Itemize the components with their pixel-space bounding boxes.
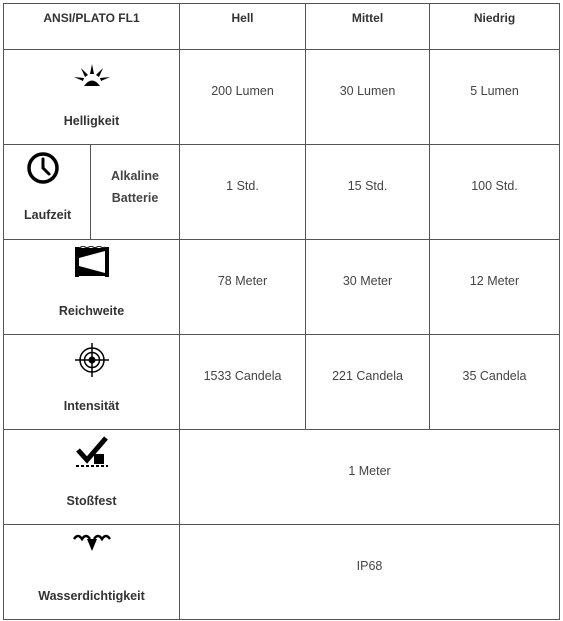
brightness-low: 5 Lumen <box>430 50 560 145</box>
waterproof-label-cell <box>4 525 180 620</box>
intensity-row <box>4 335 560 430</box>
runtime-mid: 15 Std. <box>306 145 430 240</box>
header-model: ANSI/PLATO FL1 <box>4 4 180 50</box>
spec-table <box>3 3 560 620</box>
brightness-row <box>4 50 560 145</box>
range-label-cell <box>4 240 180 335</box>
header-mid: Mittel <box>306 4 430 50</box>
runtime-low: 100 Std. <box>430 145 560 240</box>
range-label: Reichweite <box>58 304 125 318</box>
clock-icon <box>26 151 60 185</box>
impact-row <box>4 430 560 525</box>
impact-label: Stoßfest <box>66 494 117 508</box>
runtime-high: 1 Std. <box>180 145 306 240</box>
brightness-label-cell <box>4 50 180 145</box>
header-high: Hell <box>180 4 306 50</box>
brightness-mid: 30 Lumen <box>306 50 430 145</box>
impact-label-cell <box>4 430 180 525</box>
header-low: Niedrig <box>430 4 560 50</box>
target-icon <box>75 343 109 377</box>
waterproof-value: IP68 <box>180 525 560 620</box>
sunburst-icon <box>72 62 112 88</box>
intensity-low: 35 Candela <box>430 335 560 430</box>
runtime-label-cell <box>4 145 91 240</box>
range-low: 12 Meter <box>430 240 560 335</box>
intensity-label: Intensität <box>63 399 120 413</box>
range-mid: 30 Meter <box>306 240 430 335</box>
battery-line-1: Alkaline <box>111 169 159 183</box>
intensity-label-cell <box>4 335 180 430</box>
header-row <box>4 4 560 50</box>
beam-distance-icon <box>74 246 110 278</box>
brightness-label: Helligkeit <box>63 114 120 128</box>
battery-line-2: Batterie <box>111 191 159 205</box>
impact-check-icon <box>74 436 110 468</box>
battery-type-cell <box>91 145 180 240</box>
range-high: 78 Meter <box>180 240 306 335</box>
waterproof-label: Wasserdichtigkeit <box>38 589 145 603</box>
range-row <box>4 240 560 335</box>
water-drop-icon <box>72 531 112 553</box>
runtime-row <box>4 145 560 240</box>
brightness-high: 200 Lumen <box>180 50 306 145</box>
intensity-mid: 221 Candela <box>306 335 430 430</box>
intensity-high: 1533 Candela <box>180 335 306 430</box>
waterproof-row <box>4 525 560 620</box>
impact-value: 1 Meter <box>180 430 560 525</box>
runtime-label: Laufzeit <box>24 208 72 222</box>
